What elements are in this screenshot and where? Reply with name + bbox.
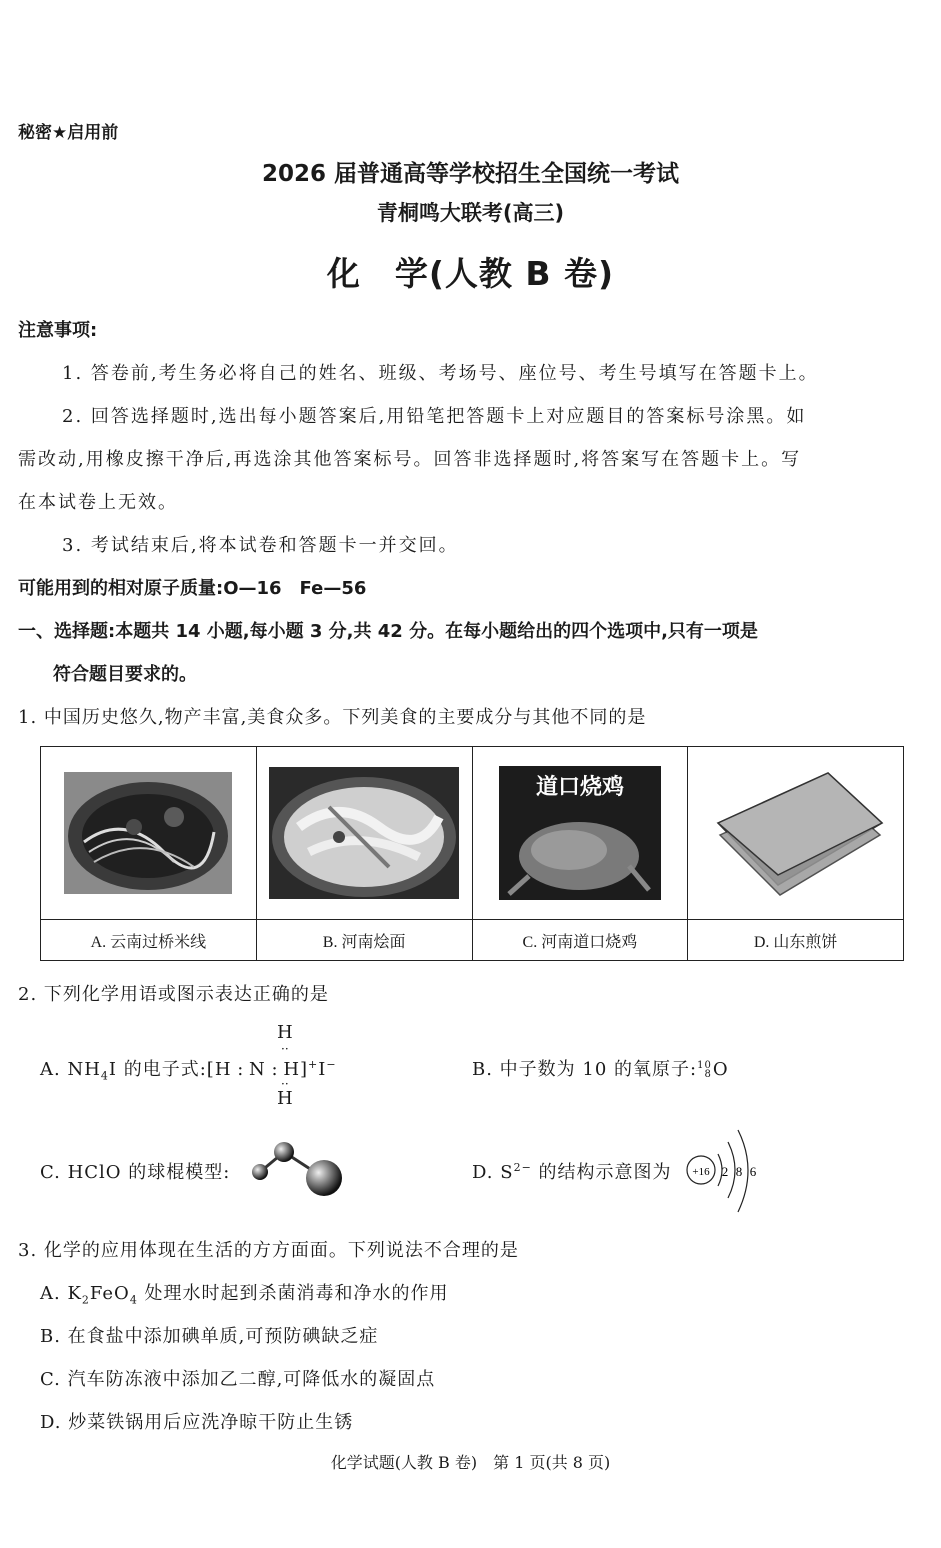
pancake-photo	[708, 763, 884, 903]
food-image-cell-c	[472, 747, 688, 920]
q2b-z: 8	[704, 1069, 712, 1080]
shell-2-count: 8	[735, 1164, 743, 1179]
food-option-a: A. 云南过桥米线	[41, 920, 257, 961]
q2a-top-h: H	[277, 1022, 294, 1043]
q2-option-c: C. HClO 的球棍模型:	[40, 1162, 231, 1183]
q2a-mid: I 的电子式:	[108, 1059, 207, 1080]
q3-option-c: C. 汽车防冻液中添加乙二醇,可降低水的凝固点	[40, 1369, 436, 1390]
notice-item-1: 1. 答卷前,考生务必将自己的姓名、班级、考场号、座位号、考生号填写在答题卡上。	[62, 363, 819, 384]
q2a-formula-left: [H	[206, 1059, 232, 1080]
q2d-charge: 2−	[513, 1161, 532, 1174]
notice-item-3: 3. 考试结束后,将本试卷和答题卡一并交回。	[62, 535, 459, 556]
food-options-table	[40, 746, 904, 961]
q2a-bottom-h: H	[277, 1088, 294, 1109]
subject-title: 化 学(人教 B 卷)	[326, 254, 615, 293]
q2-option-a: A. $NH_4I$ 的电子式:[H : N : H]+I−	[40, 1058, 337, 1083]
q2b-nuclide	[697, 1061, 712, 1079]
atomic-mass-line: 可能用到的相对原子质量:O—16 Fe—56	[18, 578, 367, 599]
q3a-mid: FeO	[89, 1283, 130, 1304]
food-image-cell-d	[688, 747, 904, 920]
q3-option-a	[40, 1279, 449, 1307]
food-option-b: B. 河南烩面	[256, 920, 472, 961]
section-1-heading-line-2: 符合题目要求的。	[53, 664, 197, 685]
q2-option-b	[472, 1055, 729, 1081]
question-1-stem: 1. 中国历史悠久,物产丰富,美食众多。下列美食的主要成分与其他不同的是	[18, 707, 647, 728]
braised-noodle-photo	[269, 767, 459, 899]
q2b-symbol: O	[712, 1059, 729, 1080]
confidential-mark: 秘密★启用前	[18, 123, 119, 143]
q3-option-d: D. 炒菜铁锅用后应洗净晾干防止生锈	[40, 1412, 354, 1433]
chicken-sign-text: 道口烧鸡	[535, 775, 624, 800]
rice-noodle-photo	[64, 772, 232, 894]
question-3-stem: 3. 化学的应用体现在生活的方方面面。下列说法不合理的是	[18, 1240, 519, 1261]
exam-title: 2026 届普通高等学校招生全国统一考试	[261, 161, 680, 187]
nucleus-charge: +16	[692, 1166, 710, 1178]
q2a-iodide: I	[318, 1059, 327, 1080]
notice-heading: 注意事项:	[18, 320, 98, 341]
sulfide-ion-structure-diagram	[684, 1124, 764, 1220]
q2a-formula-n: N	[249, 1059, 266, 1080]
shell-1-count: 2	[721, 1164, 729, 1179]
q2b-text: B. 中子数为 10 的氧原子:	[472, 1059, 698, 1080]
food-option-c: C. 河南道口烧鸡	[472, 920, 688, 961]
q3a-post: 处理水时起到杀菌消毒和净水的作用	[137, 1283, 449, 1304]
q2b-mass: 10	[697, 1060, 712, 1071]
q2a-charge-plus: +	[308, 1058, 319, 1071]
q2a-prefix: A. NH	[40, 1059, 101, 1080]
food-option-d: D. 山东煎饼	[688, 920, 904, 961]
q2a-bottom-dots: ··	[281, 1077, 289, 1091]
notice-item-2-line-1: 2. 回答选择题时,选出每小题答案后,用铅笔把答题卡上对应题目的答案标号涂黑。如	[62, 406, 807, 427]
food-image-cell-b	[256, 747, 472, 920]
q3a-pre: A. K	[40, 1283, 82, 1304]
section-1-heading-line-1: 一、选择题:本题共 14 小题,每小题 3 分,共 42 分。在每小题给出的四个选项中,只有一项是	[18, 621, 758, 642]
notice-item-2-line-3: 在本试卷上无效。	[18, 492, 178, 513]
q2a-formula-right: H]	[283, 1059, 309, 1080]
shell-3-count: 6	[749, 1164, 757, 1179]
page-footer: 化学试题(人教 B 卷) 第 1 页(共 8 页)	[330, 1453, 611, 1472]
q2d-pre: D. S	[472, 1162, 514, 1183]
q3a-sub1: 2	[81, 1293, 90, 1307]
q2a-top-dots: ··	[281, 1042, 289, 1056]
q3a-sub2: 4	[129, 1293, 138, 1307]
hclo-ball-stick-model	[246, 1138, 350, 1200]
question-2-stem: 2. 下列化学用语或图示表达正确的是	[18, 984, 329, 1005]
food-image-cell-a	[41, 747, 257, 920]
roast-chicken-photo	[499, 766, 661, 900]
q2-option-d	[472, 1158, 672, 1184]
q2d-post: 的结构示意图为	[531, 1162, 672, 1183]
q2a-charge-minus: −	[326, 1058, 337, 1071]
q2a-sub: 4	[100, 1069, 109, 1083]
notice-item-2-line-2: 需改动,用橡皮擦干净后,再选涂其他答案标号。回答非选择题时,将答案写在答题卡上。写	[18, 449, 802, 470]
q3-option-b: B. 在食盐中添加碘单质,可预防碘缺乏症	[40, 1326, 379, 1347]
exam-subtitle: 青桐鸣大联考(高三)	[376, 201, 565, 225]
